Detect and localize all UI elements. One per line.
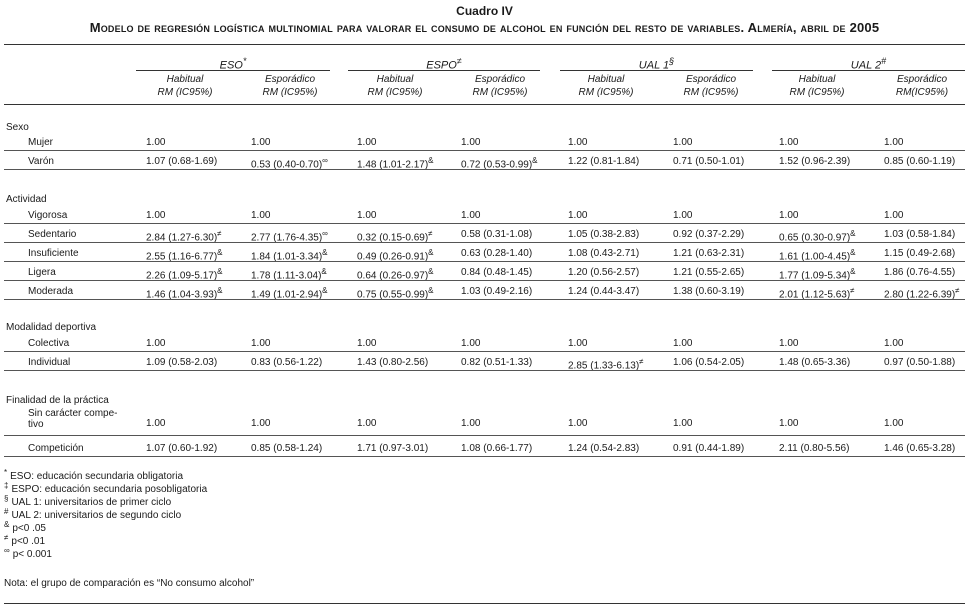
odds-ratio-cell — [461, 286, 532, 297]
footnote-text: UAL 2: universitarios de segundo ciclo — [11, 510, 182, 522]
section-title: Modalidad deportiva — [6, 322, 97, 333]
cell-value: 2.55 (1.16-6.77) — [146, 251, 218, 263]
significance-mark: & — [217, 267, 223, 276]
odds-ratio-cell — [779, 357, 850, 368]
cell-value: 0.71 (0.50-1.01) — [673, 156, 745, 167]
cell-value: 1.09 (0.58-2.03) — [146, 357, 218, 368]
row-separator — [4, 299, 965, 300]
footnote-text: p< 0.001 — [12, 549, 52, 561]
column-subheader — [553, 73, 659, 99]
odds-ratio-cell — [461, 267, 532, 278]
significance-mark: & — [850, 267, 856, 276]
cell-value: 0.82 (0.51-1.33) — [461, 357, 533, 368]
subheader-category: Esporádico — [264, 74, 316, 85]
footnote-text: ESPO: educación secundaria posobligatoria — [11, 484, 208, 496]
odds-ratio-cell — [568, 137, 587, 148]
odds-ratio-cell — [568, 156, 639, 167]
cell-value: 0.53 (0.40-0.70) — [251, 159, 323, 171]
footnote-text: ESO: educación secundaria obligatoria — [10, 471, 184, 483]
cell-value: 1.00 — [146, 137, 166, 148]
odds-ratio-cell — [357, 338, 376, 349]
cell-value: 2.80 (1.22-6.39) — [884, 289, 956, 301]
odds-ratio-cell — [673, 267, 744, 278]
odds-ratio-cell — [884, 210, 903, 221]
table-note: Nota: el grupo de comparación es “No consumo alcohol” — [4, 578, 255, 589]
cell-value: 1.08 (0.66-1.77) — [461, 443, 533, 454]
odds-ratio-cell — [568, 443, 639, 454]
footnote-mark: & — [4, 520, 10, 529]
row-label: Sedentario — [28, 229, 77, 240]
odds-ratio-cell — [251, 137, 270, 148]
row-separator — [4, 435, 965, 436]
cell-value: 1.00 — [251, 418, 271, 429]
significance-mark: & — [217, 286, 223, 295]
cell-value: 1.00 — [673, 418, 693, 429]
odds-ratio-cell — [673, 338, 692, 349]
group-name: UAL 1 — [638, 59, 670, 72]
odds-ratio-cell — [884, 443, 955, 454]
cell-value: 1.00 — [461, 338, 481, 349]
cell-value: 1.00 — [357, 338, 377, 349]
odds-ratio-cell — [673, 357, 744, 368]
group-name: UAL 2 — [850, 59, 882, 72]
row-label: Insuficiente — [28, 248, 79, 259]
footnote-text: p<0 .01 — [11, 536, 46, 548]
footnote-mark: * — [4, 468, 8, 477]
odds-ratio-cell — [779, 210, 798, 221]
odds-ratio-cell — [146, 357, 217, 368]
subheader-category: Habitual — [376, 74, 414, 85]
group-underline — [136, 70, 330, 71]
odds-ratio-cell — [461, 418, 480, 429]
subheader-measure: RM (IC95%) — [262, 87, 318, 98]
odds-ratio-cell — [251, 210, 270, 221]
odds-ratio-cell — [146, 443, 217, 454]
odds-ratio-cell — [884, 267, 955, 278]
odds-ratio-cell — [146, 156, 217, 167]
significance-mark: & — [850, 229, 856, 238]
cell-value: 1.00 — [357, 137, 377, 148]
cell-value: 1.49 (1.01-2.94) — [251, 289, 323, 301]
cell-value: 0.63 (0.28-1.40) — [461, 248, 533, 259]
odds-ratio-cell — [884, 137, 903, 148]
subheader-category: Esporádico — [896, 74, 948, 85]
odds-ratio-cell — [884, 156, 955, 167]
cell-value: 1.00 — [251, 137, 271, 148]
odds-ratio-cell — [568, 418, 587, 429]
odds-ratio-cell — [568, 229, 639, 240]
cell-value: 1.21 (0.63-2.31) — [673, 248, 745, 259]
group-name: ESPO — [426, 59, 457, 72]
group-underline — [560, 70, 753, 71]
cell-value: 1.00 — [884, 338, 904, 349]
cell-value: 1.22 (0.81-1.84) — [568, 156, 640, 167]
column-subheader — [869, 73, 969, 99]
significance-mark: ≠ — [456, 56, 462, 66]
footnote-text: p<0 .05 — [12, 523, 46, 535]
footnote-mark: # — [4, 507, 9, 516]
cell-value: 1.03 (0.49-2.16) — [461, 286, 533, 297]
significance-mark: & — [428, 286, 434, 295]
row-separator — [4, 370, 965, 371]
significance-mark: ≠ — [639, 357, 644, 366]
odds-ratio-cell — [673, 286, 744, 297]
cell-value: 1.00 — [357, 418, 377, 429]
significance-mark: & — [322, 286, 328, 295]
group-name: ESO — [219, 59, 243, 72]
cell-value: 1.77 (1.09-5.34) — [779, 270, 851, 282]
footnote-mark: ∞ — [4, 546, 10, 555]
top-rule — [4, 44, 965, 45]
significance-mark: § — [669, 56, 675, 66]
cell-value: 1.00 — [779, 137, 799, 148]
significance-mark: & — [321, 267, 327, 276]
cell-value: 1.00 — [779, 338, 799, 349]
cell-value: 1.86 (0.76-4.55) — [884, 267, 956, 278]
odds-ratio-cell — [884, 338, 903, 349]
significance-mark: # — [881, 56, 887, 66]
footnote — [4, 546, 52, 560]
cell-value: 0.85 (0.60-1.19) — [884, 156, 956, 167]
significance-mark: & — [428, 248, 434, 257]
cell-value: 1.00 — [251, 338, 271, 349]
column-subheader — [447, 73, 553, 99]
cell-value: 1.48 (1.01-2.17) — [357, 159, 429, 171]
odds-ratio-cell — [673, 443, 744, 454]
row-label: Competición — [28, 443, 84, 454]
odds-ratio-cell — [673, 229, 744, 240]
cell-value: 1.24 (0.44-3.47) — [568, 286, 640, 297]
cell-value: 1.21 (0.55-2.65) — [673, 267, 745, 278]
cell-value: 1.08 (0.43-2.71) — [568, 248, 640, 259]
column-subheader — [658, 73, 764, 99]
odds-ratio-cell — [357, 137, 376, 148]
cell-value: 1.00 — [673, 137, 693, 148]
cell-value: 0.64 (0.26-0.97) — [357, 270, 429, 282]
cell-value: 2.11 (0.80-5.56) — [779, 443, 850, 454]
cell-value: 1.15 (0.49-2.68) — [884, 248, 956, 259]
odds-ratio-cell — [461, 248, 532, 259]
row-separator — [4, 280, 965, 281]
significance-mark: & — [322, 248, 328, 257]
significance-mark: ≠ — [428, 229, 433, 238]
cell-value: 1.00 — [461, 210, 481, 221]
odds-ratio-cell — [568, 338, 587, 349]
cell-value: 2.01 (1.12-5.63) — [779, 289, 851, 301]
cell-value: 0.84 (0.48-1.45) — [461, 267, 533, 278]
cell-value: 1.05 (0.38-2.83) — [568, 229, 640, 240]
row-separator — [4, 261, 965, 262]
cell-value: 1.00 — [146, 418, 166, 429]
cell-value: 0.91 (0.44-1.89) — [673, 443, 745, 454]
cell-value: 1.20 (0.56-2.57) — [568, 267, 640, 278]
cell-value: 1.00 — [568, 210, 588, 221]
odds-ratio-cell — [461, 357, 532, 368]
subheader-measure: RM (IC95%) — [157, 87, 213, 98]
cell-value: 1.38 (0.60-3.19) — [673, 286, 745, 297]
cell-value: 0.83 (0.56-1.22) — [251, 357, 323, 368]
odds-ratio-cell — [461, 443, 532, 454]
odds-ratio-cell — [357, 443, 428, 454]
cell-value: 0.49 (0.26-0.91) — [357, 251, 429, 263]
subheader-category: Habitual — [798, 74, 836, 85]
significance-mark: * — [242, 56, 247, 66]
significance-mark: ≠ — [217, 229, 222, 238]
odds-ratio-cell — [673, 418, 692, 429]
odds-ratio-cell — [884, 248, 955, 259]
cell-value: 1.71 (0.97-3.01) — [357, 443, 429, 454]
cell-value: 1.07 (0.68-1.69) — [146, 156, 218, 167]
odds-ratio-cell — [461, 137, 480, 148]
cell-value: 1.00 — [461, 137, 481, 148]
odds-ratio-cell — [568, 248, 639, 259]
significance-mark: ≠ — [955, 286, 960, 295]
cell-value: 1.00 — [568, 137, 588, 148]
cell-value: 1.00 — [673, 210, 693, 221]
odds-ratio-cell — [673, 210, 692, 221]
cell-value: 1.84 (1.01-3.34) — [251, 251, 323, 263]
odds-ratio-cell — [461, 210, 480, 221]
subheader-measure: RM(IC95%) — [895, 87, 949, 98]
odds-ratio-cell — [357, 357, 428, 368]
odds-ratio-cell — [779, 137, 798, 148]
column-subheader — [764, 73, 870, 99]
odds-ratio-cell — [884, 418, 903, 429]
odds-ratio-cell — [461, 338, 480, 349]
row-label: Moderada — [28, 286, 74, 297]
section-title: Actividad — [6, 194, 47, 205]
subheader-measure: RM (IC95%) — [683, 87, 739, 98]
subheader-measure: RM (IC95%) — [472, 87, 528, 98]
header-rule — [4, 104, 965, 105]
cell-value: 0.65 (0.30-0.97) — [779, 232, 851, 244]
cell-value: 1.00 — [146, 338, 166, 349]
cell-value: 1.24 (0.54-2.83) — [568, 443, 640, 454]
cell-value: 1.00 — [779, 210, 799, 221]
cell-value: 0.32 (0.15-0.69) — [357, 232, 429, 244]
subheader-measure: RM (IC95%) — [367, 87, 423, 98]
odds-ratio-cell — [357, 418, 376, 429]
odds-ratio-cell — [779, 418, 798, 429]
table-number: Cuadro IV — [456, 4, 513, 18]
odds-ratio-cell — [146, 137, 165, 148]
row-label: Sin carácter compe-tivo — [28, 408, 118, 430]
cell-value: 1.00 — [461, 418, 481, 429]
cell-value: 1.52 (0.96-2.39) — [779, 156, 851, 167]
odds-ratio-cell — [568, 210, 587, 221]
odds-ratio-cell — [884, 229, 955, 240]
row-separator — [4, 456, 965, 457]
significance-mark: ∞ — [322, 229, 328, 238]
cell-value: 1.00 — [251, 210, 271, 221]
row-label: Ligera — [28, 267, 56, 278]
odds-ratio-cell — [673, 137, 692, 148]
cell-value: 1.00 — [146, 210, 166, 221]
odds-ratio-cell — [779, 156, 850, 167]
cell-value: 1.07 (0.60-1.92) — [146, 443, 218, 454]
subheader-category: Habitual — [587, 74, 625, 85]
cell-value: 1.48 (0.65-3.36) — [779, 357, 851, 368]
odds-ratio-cell — [251, 418, 270, 429]
column-subheader — [132, 73, 238, 99]
row-label: Mujer — [28, 137, 54, 148]
section-title: Sexo — [6, 122, 29, 133]
subheader-measure: RM (IC95%) — [789, 87, 845, 98]
cell-value: 0.85 (0.58-1.24) — [251, 443, 323, 454]
odds-ratio-cell — [673, 156, 744, 167]
cell-value: 1.00 — [568, 418, 588, 429]
bottom-rule — [4, 603, 965, 604]
cell-value: 2.77 (1.76-4.35) — [251, 232, 323, 244]
cell-value: 1.00 — [884, 137, 904, 148]
significance-mark: ∞ — [322, 156, 328, 165]
odds-ratio-cell — [779, 338, 798, 349]
significance-mark: & — [428, 267, 434, 276]
subheader-category: Habitual — [166, 74, 204, 85]
row-separator — [4, 242, 965, 243]
significance-mark: ≠ — [850, 286, 855, 295]
cell-value: 0.75 (0.55-0.99) — [357, 289, 429, 301]
cell-value: 2.26 (1.09-5.17) — [146, 270, 218, 282]
significance-mark: & — [428, 156, 434, 165]
row-label: Vigorosa — [28, 210, 68, 221]
odds-ratio-cell — [568, 267, 639, 278]
section-title: Finalidad de la práctica — [6, 395, 109, 406]
cell-value: 2.84 (1.27-6.30) — [146, 232, 218, 244]
row-separator — [4, 150, 965, 151]
odds-ratio-cell — [461, 229, 532, 240]
odds-ratio-cell — [251, 338, 270, 349]
cell-value: 1.78 (1.11-3.04) — [251, 270, 322, 282]
odds-ratio-cell — [568, 286, 639, 297]
group-underline — [348, 70, 540, 71]
row-label: Colectiva — [28, 338, 70, 349]
column-subheader — [237, 73, 343, 99]
cell-value: 1.43 (0.80-2.56) — [357, 357, 429, 368]
odds-ratio-cell — [779, 443, 849, 454]
cell-value: 1.00 — [884, 210, 904, 221]
cell-value: 1.03 (0.58-1.84) — [884, 229, 956, 240]
cell-value: 1.46 (0.65-3.28) — [884, 443, 956, 454]
subheader-category: Esporádico — [685, 74, 737, 85]
footnote-mark: ‡ — [4, 481, 9, 490]
cell-value: 0.92 (0.37-2.29) — [673, 229, 745, 240]
odds-ratio-cell — [146, 338, 165, 349]
odds-ratio-cell — [251, 357, 322, 368]
row-separator — [4, 223, 965, 224]
group-underline — [772, 70, 965, 71]
table-title: Modelo de regresión logística multinomial para valorar el consumo de alcohol en función del resto de variables. Almería, abril de 2005 — [89, 20, 880, 35]
cell-value: 1.46 (1.04-3.93) — [146, 289, 218, 301]
cell-value: 0.58 (0.31-1.08) — [461, 229, 533, 240]
cell-value: 1.00 — [884, 418, 904, 429]
odds-ratio-cell — [146, 418, 165, 429]
odds-ratio-cell — [673, 248, 744, 259]
cell-value: 1.00 — [357, 210, 377, 221]
cell-value: 0.72 (0.53-0.99) — [461, 159, 533, 171]
odds-ratio-cell — [357, 210, 376, 221]
cell-value: 1.00 — [568, 338, 588, 349]
row-separator — [4, 351, 965, 352]
subheader-category: Esporádico — [474, 74, 526, 85]
cell-value: 1.61 (1.00-4.45) — [779, 251, 851, 263]
cell-value: 2.85 (1.33-6.13) — [568, 360, 640, 372]
odds-ratio-cell — [146, 210, 165, 221]
cell-value: 1.06 (0.54-2.05) — [673, 357, 745, 368]
odds-ratio-cell — [884, 357, 955, 368]
footnote-mark: ≠ — [4, 533, 9, 542]
significance-mark: & — [217, 248, 223, 257]
subheader-measure: RM (IC95%) — [578, 87, 634, 98]
significance-mark: & — [532, 156, 538, 165]
footnote-mark: § — [4, 494, 9, 503]
cell-value: 1.00 — [779, 418, 799, 429]
column-subheader — [342, 73, 448, 99]
significance-mark: & — [850, 248, 856, 257]
row-label: Varón — [28, 156, 54, 167]
row-separator — [4, 169, 965, 170]
cell-value: 0.97 (0.50-1.88) — [884, 357, 956, 368]
cell-value: 1.00 — [673, 338, 693, 349]
odds-ratio-cell — [251, 443, 322, 454]
row-label: Individual — [28, 357, 71, 368]
footnote-text: UAL 1: universitarios de primer ciclo — [11, 497, 172, 509]
